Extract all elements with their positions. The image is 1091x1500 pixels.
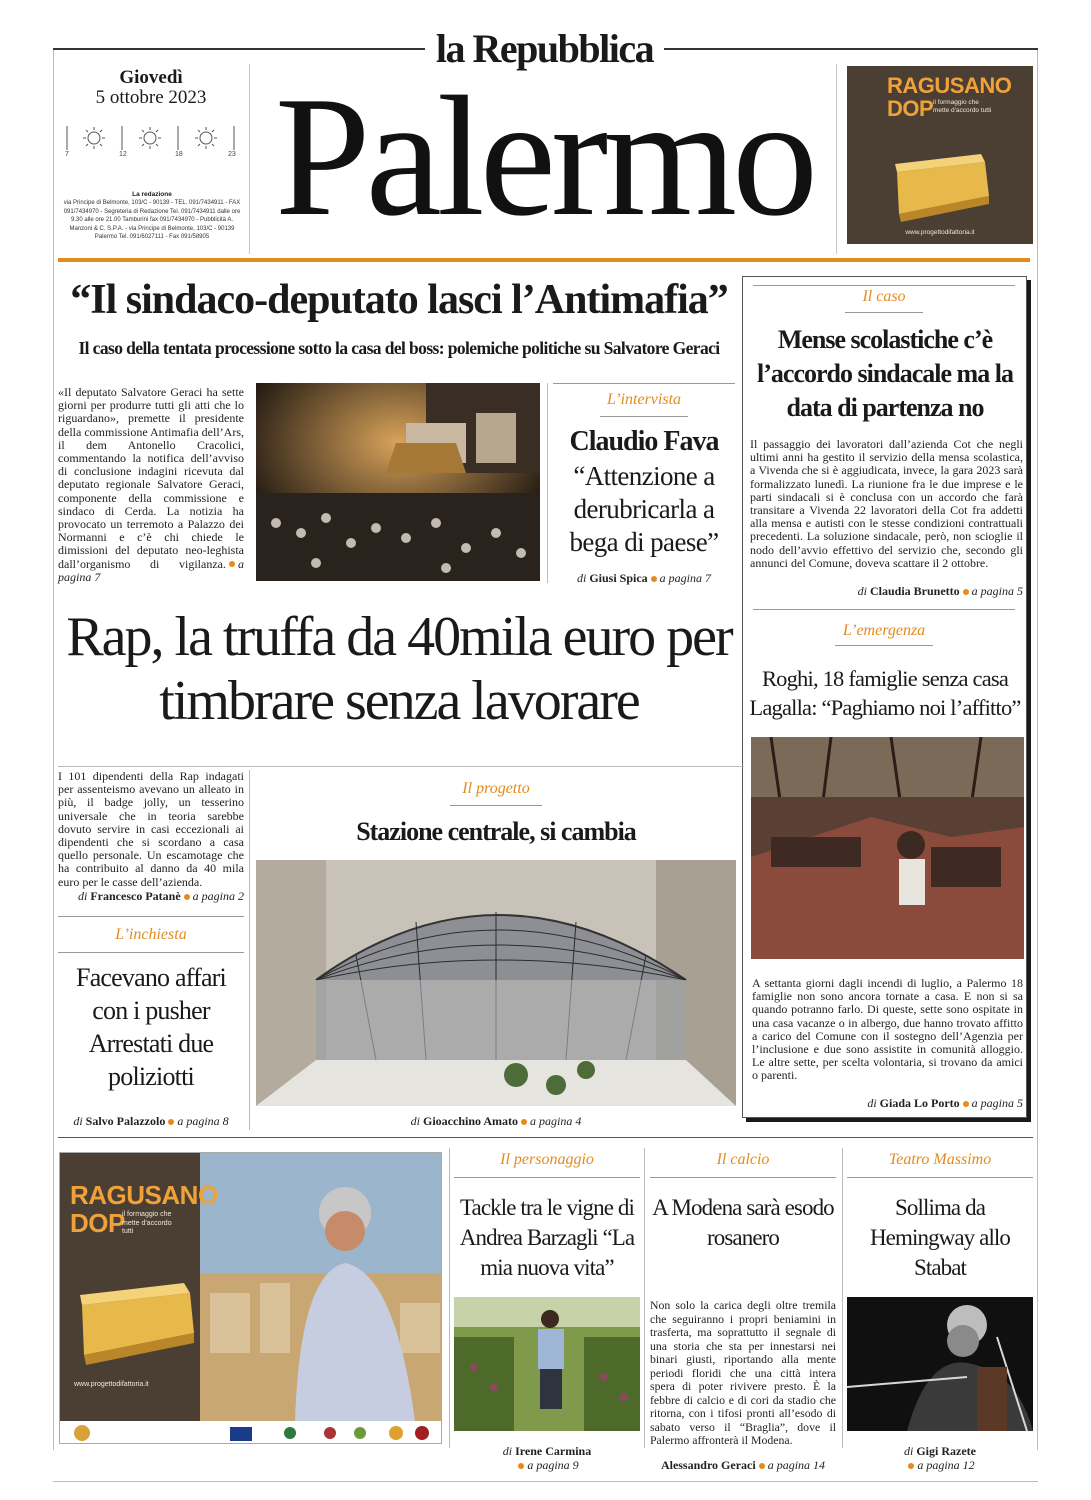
ad-top-url[interactable]: www.progettodifattoria.it — [905, 229, 975, 236]
ad-bottom-ragusano[interactable] — [59, 1152, 442, 1444]
station-rendering — [256, 860, 736, 1106]
ad-bottom-sponsor-logos — [60, 1421, 442, 1444]
teatro-headline[interactable]: Sollima da Hemingway allo Stabat — [869, 1195, 1011, 1280]
inchiesta-byline: di Salvo Palazzolo a pagina 8 — [73, 1114, 229, 1128]
teatro-page-ref[interactable]: a pagina 12 — [917, 1458, 975, 1472]
procession-photo — [256, 383, 540, 581]
lead-subhead: Il caso della tentata processione sotto la casa del boss: polemiche politiche su Salvatore Geraci — [78, 338, 720, 358]
temp-4: 23 — [228, 151, 236, 158]
calcio-page-ref[interactable]: a pagina 14 — [767, 1458, 826, 1472]
city-title[interactable]: Palermo — [274, 62, 814, 252]
emergenza-body: A settanta giorni dagli incendi di luglio, a Palermo 18 famiglie non sono ancora tornate a casa. E non si sa quando potranno farlo. Di queste, sette sono ospitate in una casa vacanze o in albergo, due hanno trovato affitto a carico del Comune con il sostegno dell’Agenzia per l’inclusione e due sono assistite in comunità alloggio. Le altre sette, per scelta volontaria, si trovano da amici o parenti. — [752, 976, 1023, 1083]
ad-top-title: RAGUSANO DOP — [887, 73, 1012, 121]
teatro-byline: di Gigi Razete a pagina 12 — [904, 1444, 976, 1472]
lead-headline[interactable]: “Il sindaco-deputato lasci l’Antimafia” — [70, 277, 728, 323]
calcio-kicker: Il calcio — [716, 1151, 770, 1168]
ad-top-tagline: il formaggio che mette d'accordo tutti — [933, 99, 992, 114]
ad-bottom-tagline: il formaggio che mette d'accordo tutti — [122, 1211, 172, 1235]
intervista-quote[interactable]: “Attenzione a derubricarla a bega di paese” — [569, 461, 719, 557]
emergenza-page-ref[interactable]: a pagina 5 — [971, 1096, 1023, 1110]
rap-body: I 101 dipendenti della Rap indagati per assenteismo avevano un alleato in più, il badge jolly, un tesserino universale che in teoria sarebbe dovuto servire in casi eccezionali ai dipendenti che si scordano a casa quello personale. Un escamotage che ha contribuito al danno da 40 mila euro per le casse dell’azienda. — [58, 769, 244, 889]
intervista-byline: di Giusi Spica a pagina 7 — [576, 571, 712, 585]
barzagli-photo — [454, 1297, 640, 1431]
progetto-byline: di Gioacchino Amato a pagina 4 — [410, 1114, 582, 1128]
ad-bottom-url[interactable]: www.progettodifattoria.it — [74, 1381, 149, 1388]
lead-body: «Il deputato Salvatore Geraci ha sette giorni per produrre tutti gli atti che lo riguardano», premette il presidente della commissione Antimafia dell’Ars, il dem Antonello Cracolici, commentando la notifica dell’avviso di conclusione indagini ricevuta dal deputato regionale Salvatore Geraci, componente della commissione e sindaco di Cerda. La notizia ha provocato un terremoto a Palazzo dei Normanni e c’è chi chiede le dimissioni del deputato neo-leghista dall’organismo di vigilanza. a pagina 7 — [58, 385, 244, 584]
progetto-page-ref[interactable]: a pagina 4 — [530, 1114, 582, 1128]
teatro-kicker: Teatro Massimo — [888, 1151, 992, 1168]
inchiesta-headline[interactable]: Facevano affari con i pusher Arrestati due poliziotti — [76, 963, 226, 1091]
emergenza-byline: di Giada Lo Porto a pagina 5 — [867, 1096, 1023, 1110]
rap-byline: di Francesco Patanè a pagina 2 — [78, 889, 244, 903]
caso-kicker: Il caso — [862, 288, 906, 305]
sollima-photo — [847, 1297, 1033, 1431]
redazione-title: La redazione — [132, 191, 172, 198]
ad-bottom-cheese — [74, 1271, 198, 1367]
intervista-page-ref[interactable]: a pagina 7 — [659, 571, 712, 585]
intervista-kicker: L’intervista — [606, 391, 682, 408]
masthead-divider — [58, 258, 1030, 262]
calcio-body: Non solo la carica degli oltre tremila che seguiranno i propri beniamini in trasferta, ma soprattutto il segnale di una storia che sta per innestarsi nei binari giusti, riportando alla mente periodi floridi che una città intera spera di poter rivivere presto. È la febbre di calcio e di cori da stadio che ritorna, con i tifosi pronti all’esodo di sabato verso il “Braglia”, dove il Palermo affronterà il Modena. — [650, 1298, 836, 1447]
ad-bottom-title: RAGUSANO DOP — [70, 1180, 218, 1238]
weather-strip — [62, 124, 242, 160]
weather-icons — [62, 124, 242, 160]
calcio-byline: Alessandro Geraci a pagina 14 — [660, 1458, 826, 1472]
temp-2: 12 — [119, 151, 127, 158]
caso-headline[interactable]: Mense scolastiche c’è l’accordo sindacale ma la data di partenza no — [757, 325, 1013, 422]
emergenza-headline[interactable]: Roghi, 18 famiglie senza casa Lagalla: “Paghiamo noi l’affitto” — [749, 666, 1021, 720]
personaggio-headline[interactable]: Tackle tra le vigne di Andrea Barzagli “La mia nuova vita” — [459, 1195, 635, 1280]
personaggio-page-ref[interactable]: a pagina 9 — [527, 1458, 579, 1472]
personaggio-byline: di Irene Carmina a pagina 9 — [502, 1444, 592, 1472]
caso-byline: di Claudia Brunetto a pagina 5 — [857, 584, 1023, 598]
caso-body: Il passaggio dei lavoratori dall’azienda Cot che negli ultimi anni ha gestito il servizio della mensa scolastica, a Vivenda che si è aggiudicata, invece, la gara 2023 sarà formalizzato lunedì. La riunione fra le due imprese e le parti sindacali si è conclusa con un accordo che farà transitare a Vivenda 22 lavoratori della Cot fra addetti alla mensa e autisti con le stesse condizioni contrattuali precedenti. La soluzione sindacale, però, non scioglie il nodo dell’avvio effettivo del servizio che, secondo gli annunci del Comune, doveva scattare il 2 ottobre. — [750, 437, 1023, 570]
rap-page-ref[interactable]: a pagina 2 — [192, 889, 244, 903]
cheese-image — [889, 144, 993, 224]
progetto-kicker: Il progetto — [462, 780, 530, 797]
edition-day: Giovedì — [119, 67, 183, 88]
inchiesta-page-ref[interactable]: a pagina 8 — [177, 1114, 229, 1128]
personaggio-kicker: Il personaggio — [500, 1151, 594, 1168]
inchiesta-kicker: L’inchiesta — [115, 926, 187, 943]
rap-headline[interactable]: Rap, la truffa da 40mila euro per timbrare senza lavorare — [66, 606, 732, 732]
lead-page-ref[interactable]: a pagina 7 — [58, 556, 244, 584]
temp-3: 18 — [175, 151, 183, 158]
brand-logo[interactable]: la Repubblica — [435, 26, 654, 71]
ad-bottom-photo — [200, 1153, 442, 1421]
edition-date: 5 ottobre 2023 — [95, 87, 207, 108]
caso-page-ref[interactable]: a pagina 5 — [971, 584, 1023, 598]
redazione-info: via Principe di Belmonte, 103/C - 90139 - TEL. 091/7434911 - FAX 091/7434970 - Segreteria di Redazione Tel. 091/7434911 dalle ore 9.30 alle ore 21.00 Tamburini fax 091/7434970 - Pubblicità A. Manzoni & C. S.P.A. - via Principe di Belmonte, 103/C - 90139 Palermo Tel. 091/6027111 - Fax 091/58905 — [63, 200, 241, 240]
temp-1: 7 — [65, 151, 69, 158]
fire-damage-photo — [751, 737, 1024, 959]
emergenza-kicker: L’emergenza — [842, 622, 926, 639]
progetto-headline[interactable]: Stazione centrale, si cambia — [356, 817, 636, 846]
calcio-headline[interactable]: A Modena sarà esodo rosanero — [652, 1195, 834, 1250]
ad-top-ragusano[interactable] — [847, 66, 1033, 244]
intervista-name[interactable]: Claudio Fava — [569, 426, 719, 457]
